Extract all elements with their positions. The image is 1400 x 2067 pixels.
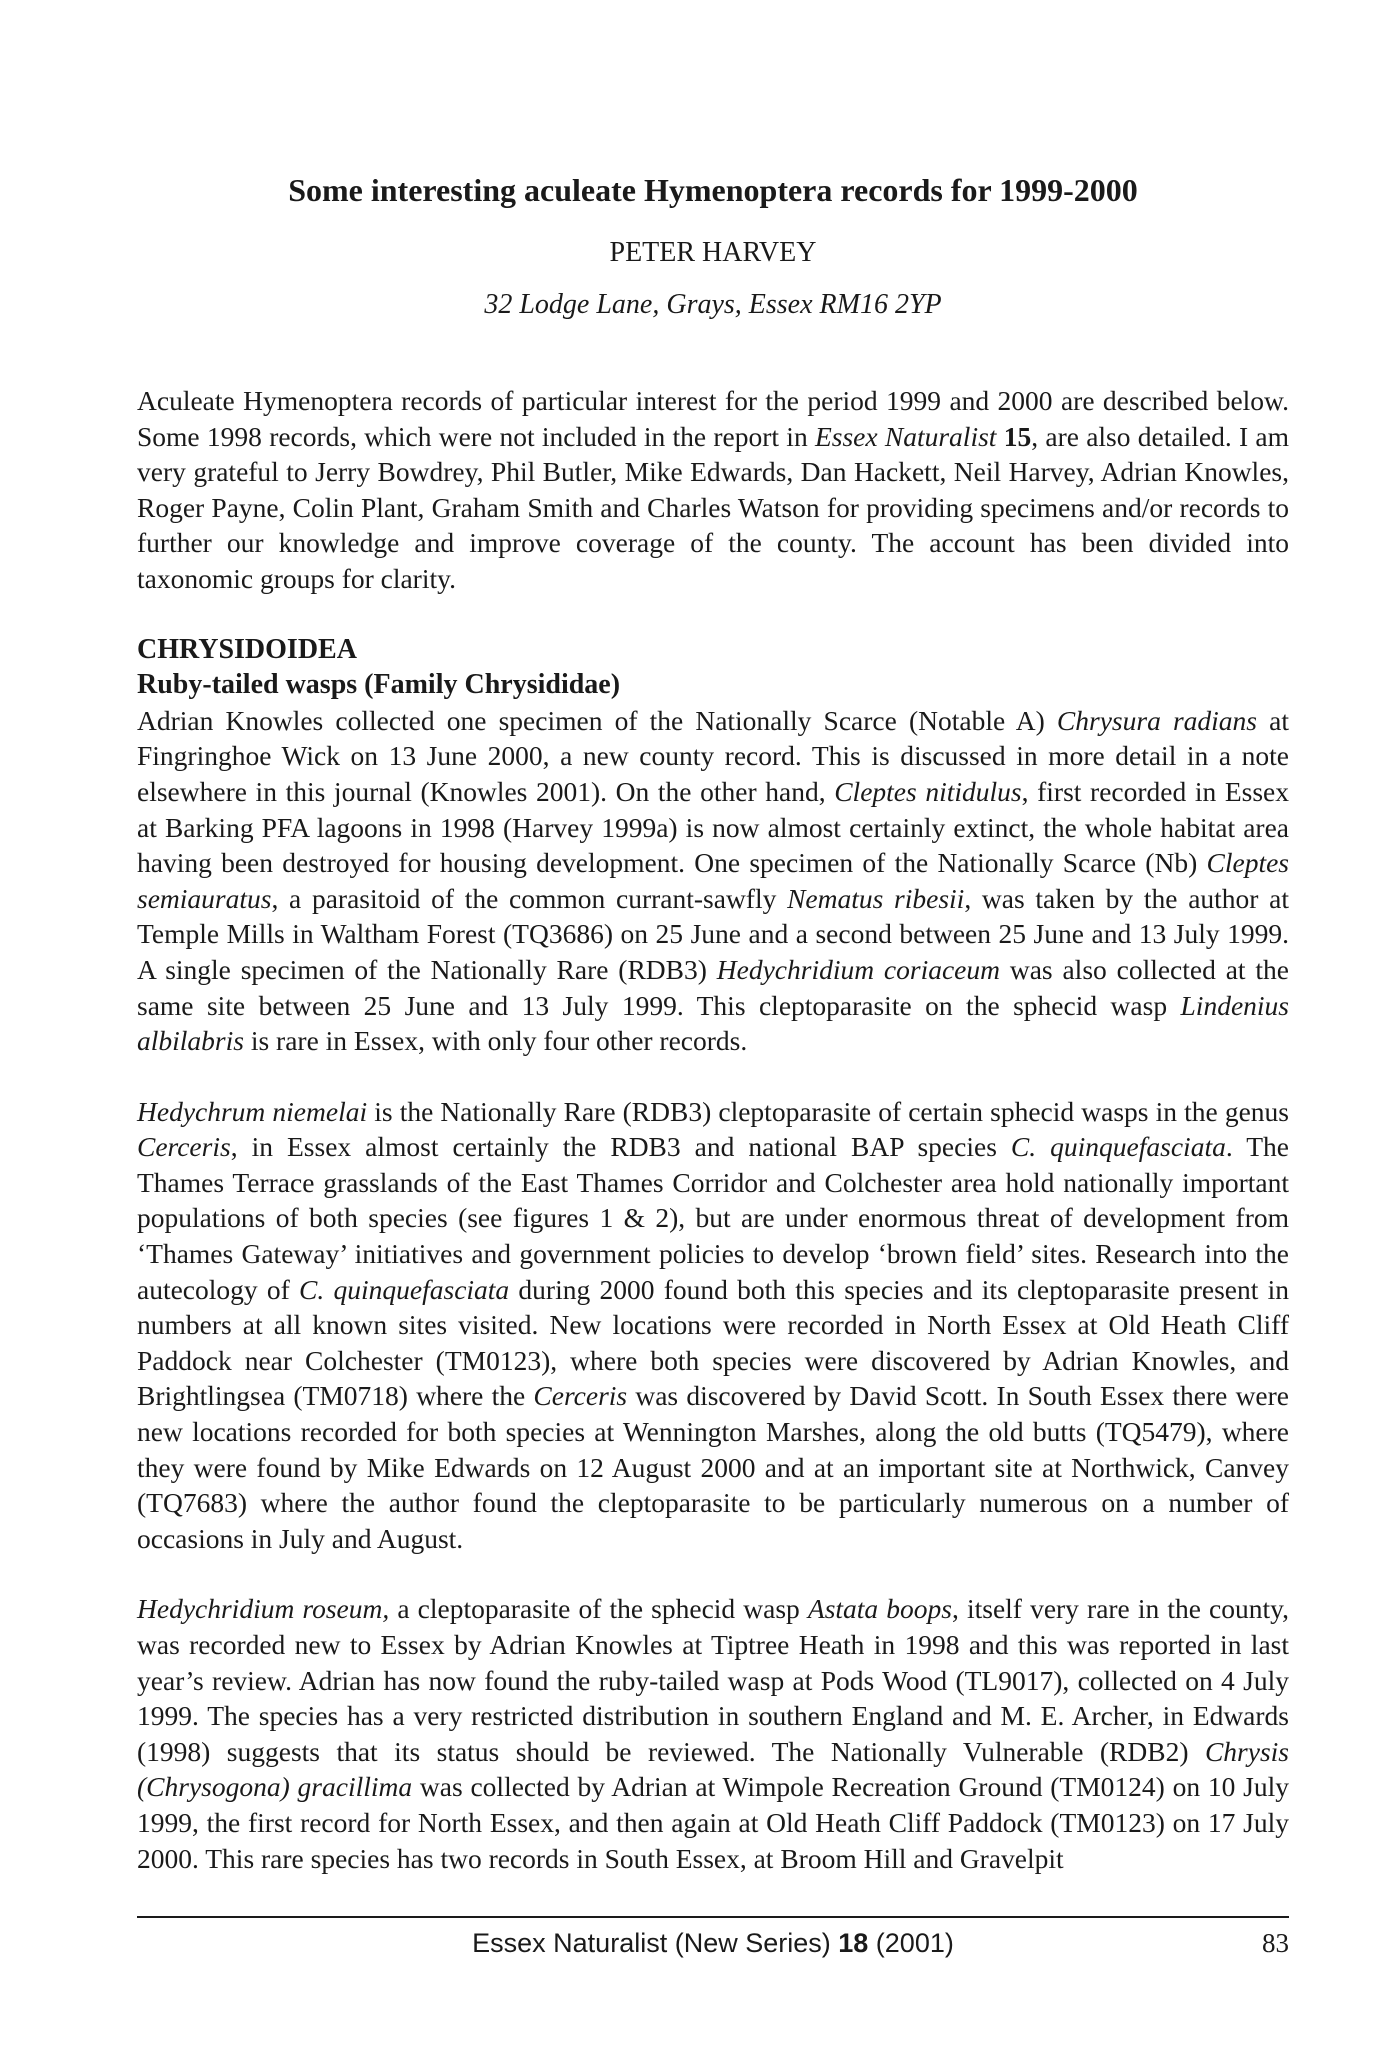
- footer-journal-citation: [137, 1925, 1289, 1961]
- species-name: Cerceris: [137, 1131, 231, 1163]
- intro-text-1: Aculeate Hymenoptera records of particular interest for the period 1999 and 2000 are described below. Some 1998 records, which were not included in the report in: [137, 385, 1289, 452]
- p1-text-5: , was taken by the author at Temple Mills in Waltham Forest (TQ3686) on 25 June and a second between 25 June and 13 July 1999. A single specimen of the Nationally Rare (RDB3): [137, 882, 1290, 985]
- section-subheading: Ruby-tailed wasps (Family Chrysididae): [137, 669, 621, 701]
- article-title: Some interesting aculeate Hymenoptera records for 1999-2000: [288, 172, 1138, 208]
- species-name: C. quinquefasciata: [299, 1273, 510, 1305]
- species-name: Lindenius albilabris: [137, 989, 1289, 1057]
- species-name: Chrysura radians: [1056, 704, 1257, 736]
- p1-text-7: is rare in Essex, with only four other records.: [243, 1025, 748, 1057]
- species-name: Nematus ribesii: [787, 882, 965, 914]
- species-name: Cerceris: [533, 1380, 628, 1412]
- p3-text-2: , itself very rare in the county, was recorded new to Essex by Adrian Knowles at Tiptree Heath in 1998 and this was reported in last year’s review. Adrian has now found the ruby-tailed wasp at Pods Wood (TL9017), collected on 4 July 1999. The species has a very restricted distribution in southern England and M. E. Archer, in Edwards (1998) suggests that its status should be reviewed. The Nationally Vulnerable (RDB2): [137, 1593, 1289, 1767]
- footer-divider: [137, 1916, 1289, 1918]
- footer-volume: 18: [838, 1928, 869, 1958]
- species-name: Hedychridium roseum,: [137, 1593, 390, 1625]
- p1-text-6: was also collected at the same site between 25 June and 13 July 1999. This cleptoparasite on the sphecid wasp: [137, 953, 1289, 1021]
- paragraph-hedychridium: [137, 1591, 1289, 1876]
- species-name: Cleptes semiauratus: [137, 847, 1289, 914]
- species-name: Cleptes nitidulus: [834, 775, 1022, 807]
- species-name: Chrysis (Chrysogona) gracillima: [137, 1735, 1289, 1803]
- p1-text-2: at Fingringhoe Wick on 13 June 2000, a new county record. This is discussed in more detail in a note elsewhere in this journal (Knowles 2001). On the other hand,: [137, 704, 1289, 807]
- author-address: 32 Lodge Lane, Grays, Essex RM16 2YP: [484, 289, 942, 320]
- species-name: C. quinquefasciata: [1010, 1131, 1226, 1163]
- paragraph-chrysura: [137, 703, 1289, 1059]
- page-number: 83: [1262, 1928, 1289, 1958]
- footer-year: (2001): [868, 1928, 954, 1958]
- intro-text-2: , are also detailed. I am very grateful to Jerry Bowdrey, Phil Butler, Mike Edwards, Dan Hackett, Neil Harvey, Adrian Knowles, Roger Payne, Colin Plant, Graham Smith and Charles Watson for providing specimens and/or records to further our knowledge and improve coverage of the county. The account has been divided into taxonomic groups for clarity.: [137, 420, 1290, 594]
- paragraph-hedychrum: [137, 1094, 1289, 1557]
- article-body: [137, 383, 1289, 1911]
- species-name: Astata boops: [807, 1593, 952, 1625]
- journal-volume: 15: [1003, 420, 1032, 452]
- p3-text-1: a cleptoparasite of the sphecid wasp: [389, 1593, 808, 1625]
- p2-text-1: is the Nationally Rare (RDB3) cleptoparasite of certain sphecid wasps in the genus: [367, 1095, 1290, 1127]
- p2-text-2: , in Essex almost certainly the RDB3 and national BAP species: [230, 1131, 1011, 1163]
- p3-text-3: was collected by Adrian at Wimpole Recreation Ground (TM0124) on 10 July 1999, the first record for North Essex, and then again at Old Heath Cliff Paddock (TM0123) on 17 July 2000. This rare species has two records in South Essex, at Broom Hill and Gravelpit: [137, 1771, 1289, 1874]
- footer-journal-name: Essex Naturalist (New Series): [472, 1928, 839, 1958]
- p2-text-3: . The Thames Terrace grasslands of the East Thames Corridor and Colchester area hold nationally important populations of both species (see figures 1 & 2), but are under enormous threat of development from ‘Thames Gateway’ initiatives and government policies to develop ‘brown field’ sites. Research into the autecology of: [137, 1131, 1289, 1305]
- intro-paragraph: [137, 383, 1289, 597]
- species-name: Hedychridium coriaceum: [716, 953, 1001, 985]
- author-name: PETER HARVEY: [609, 237, 817, 268]
- p1-text-3: , first recorded in Essex at Barking PFA lagoons in 1998 (Harvey 1999a) is now almost certainly extinct, the whole habitat area having been destroyed for housing development. One specimen of the Nationally Scarce (Nb): [137, 775, 1290, 879]
- p2-text-5: was discovered by David Scott. In South Essex there were new locations recorded for both species at Wennington Marshes, along the old butts (TQ5479), where they were found by Mike Edwards on 12 August 2000 and at an important site at Northwick, Canvey (TQ7683) where the author found the cleptoparasite to be particularly numerous on a number of occasions in July and August.: [137, 1380, 1289, 1554]
- section-heading: CHRYSIDOIDEA: [137, 633, 357, 665]
- species-name: Hedychrum niemelai: [137, 1095, 368, 1127]
- journal-reference: Essex Naturalist: [814, 420, 997, 452]
- p1-text-4: , a parasitoid of the common currant-sawfly: [271, 882, 788, 914]
- p1-text-1: Adrian Knowles collected one specimen of the Nationally Scarce (Notable A): [137, 704, 1057, 736]
- p2-text-4: during 2000 found both this species and its cleptoparasite present in numbers at all known sites visited. New locations were recorded in North Essex at Old Heath Cliff Paddock near Colchester (TM0123), where both species were discovered by Adrian Knowles, and Brightlingsea (TM0718) where the: [137, 1273, 1289, 1412]
